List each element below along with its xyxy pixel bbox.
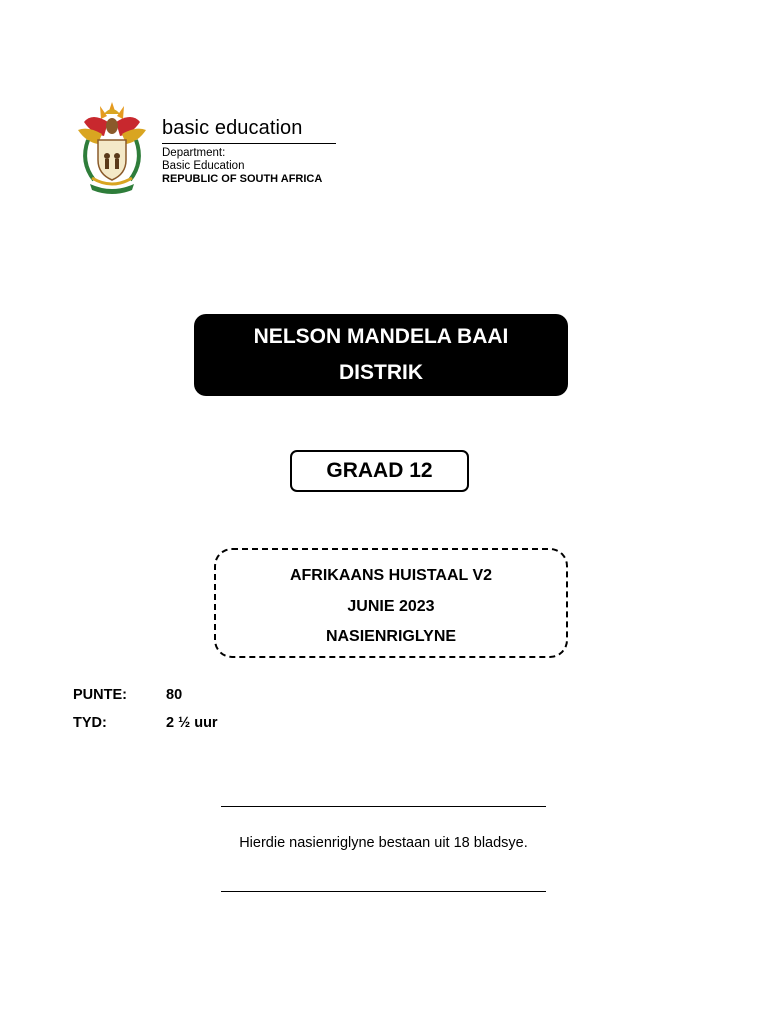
subject-box: [214, 548, 568, 658]
logo-department-name: Basic Education: [162, 160, 245, 172]
time-row: [73, 715, 218, 731]
marks-row: [73, 687, 182, 703]
logo-country: REPUBLIC OF SOUTH AFRICA: [162, 173, 323, 185]
district-banner: [194, 314, 568, 396]
logo-divider: [162, 143, 336, 144]
coat-of-arms-icon: [74, 100, 150, 194]
page-count-note: Hierdie nasienriglyne bestaan uit 18 bladsye.: [239, 835, 528, 851]
logo-department-label: Department:: [162, 147, 226, 159]
time-value: 2 ½ uur: [166, 715, 218, 731]
subject-title: AFRIKAANS HUISTAAL V2: [289, 567, 493, 584]
document-type: NASIENRIGLYNE: [325, 628, 457, 645]
district-line-1: NELSON MANDELA BAAI: [253, 325, 509, 348]
top-divider: [221, 806, 546, 807]
time-label: TYD:: [73, 715, 107, 731]
marks-label: PUNTE:: [73, 687, 127, 703]
bottom-divider: [221, 891, 546, 892]
exam-session: JUNIE 2023: [347, 597, 435, 615]
department-logo: [74, 82, 342, 210]
district-line-2: DISTRIK: [339, 361, 423, 384]
logo-title: basic education: [162, 117, 303, 139]
grade-box: GRAAD 12: [290, 450, 469, 492]
marks-value: 80: [166, 687, 183, 703]
